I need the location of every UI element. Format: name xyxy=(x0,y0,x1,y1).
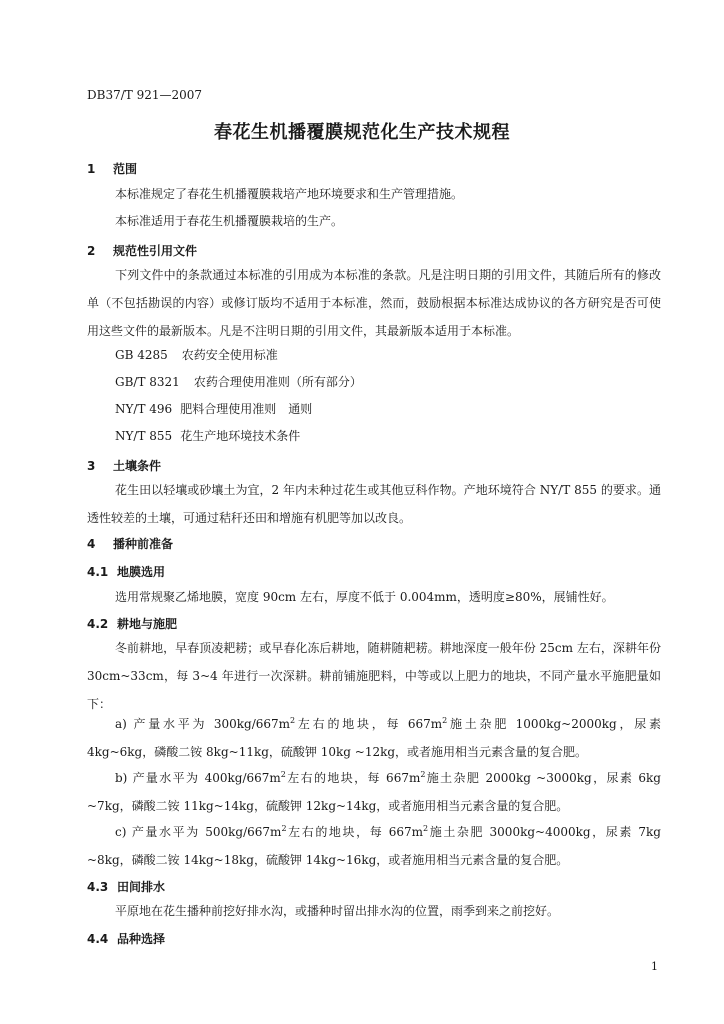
paragraph xyxy=(87,261,661,345)
section-title: 土壤条件 xyxy=(113,459,162,473)
section-title: 地膜选用 xyxy=(117,565,166,579)
paragraph: 平原地在花生播种前挖好排水沟，或播种时留出排水沟的位置，雨季到来之前挖好。 xyxy=(115,904,560,918)
reference-code: NY/T 855 xyxy=(115,429,173,443)
reference-code: GB/T 8321 xyxy=(115,375,180,389)
reference-title: 肥料合理使用准则 通则 xyxy=(180,402,313,416)
reference-title: 农药安全使用标准 xyxy=(181,348,278,362)
list-text: 左右的地块，每 667m xyxy=(295,717,443,731)
subsection-heading-4-2 xyxy=(87,615,177,632)
list-marker: a) xyxy=(115,717,127,731)
reference-item xyxy=(115,373,362,390)
paragraph xyxy=(87,476,661,532)
subsection-heading-4-4 xyxy=(87,930,165,947)
section-heading-1 xyxy=(87,160,137,177)
list-text: 产量水平为 400kg/667m xyxy=(132,771,281,785)
paragraph: 本标准适用于春花生机播覆膜栽培的生产。 xyxy=(115,214,344,228)
list-item-c xyxy=(87,818,661,874)
section-number: 2 xyxy=(87,244,96,258)
superscript: 2 xyxy=(420,770,426,779)
document-code: DB37/T 921—2007 xyxy=(87,88,203,102)
paragraph xyxy=(87,634,661,718)
section-title: 品种选择 xyxy=(117,932,166,946)
reference-item xyxy=(115,400,312,417)
section-number: 1 xyxy=(87,162,96,176)
section-title: 规范性引用文件 xyxy=(113,244,198,258)
list-text: 左右的地块，每 667m xyxy=(285,771,421,785)
list-text: 左右的地块，每 667m xyxy=(286,825,424,839)
subsection-heading-4-3 xyxy=(87,878,165,895)
paragraph: 选用常规聚乙烯地膜，宽度 90cm 左右，厚度不低于 0.004mm，透明度≥80%，展铺性好。 xyxy=(115,590,614,604)
document-title: 春花生机播覆膜规范化生产技术规程 xyxy=(214,122,510,143)
subsection-heading-4-1 xyxy=(87,563,165,580)
superscript: 2 xyxy=(423,824,429,833)
reference-title: 花生产地环境技术条件 xyxy=(180,429,301,443)
paragraph-text: 下列文件中的条款通过本标准的引用成为本标准的条款。凡是注明日期的引用文件，其随后所有的修改单（不包括勘误的内容）或修订版均不适用于本标准，然而，鼓励根据本标准达成协议的各方研究是否可使用这些文件的最新版本。凡是不注明日期的引用文件，其最新版本适用于本标准。 xyxy=(87,268,661,338)
section-title: 耕地与施肥 xyxy=(117,617,178,631)
section-number: 4.3 xyxy=(87,880,109,894)
section-title: 播种前准备 xyxy=(113,537,174,551)
list-item-b xyxy=(87,764,661,820)
section-number: 4 xyxy=(87,537,96,551)
section-number: 3 xyxy=(87,459,96,473)
section-heading-2 xyxy=(87,242,197,259)
section-number: 4.1 xyxy=(87,565,109,579)
list-text: 产量水平为 500kg/667m xyxy=(131,825,282,839)
reference-code: NY/T 496 xyxy=(115,402,173,416)
reference-item xyxy=(115,346,278,363)
page-number: 1 xyxy=(651,960,658,973)
list-item-a xyxy=(87,710,661,766)
list-text: 产量水平为 300kg/667m xyxy=(133,717,291,731)
section-number: 4.2 xyxy=(87,617,109,631)
reference-code: GB 4285 xyxy=(115,348,168,362)
section-heading-3 xyxy=(87,457,161,474)
list-marker: c) xyxy=(115,825,127,839)
reference-title: 农药合理使用准则（所有部分） xyxy=(193,375,362,389)
list-marker: b) xyxy=(115,771,128,785)
paragraph-text: 冬前耕地，早春顶凌耙耢；或早春化冻后耕地，随耕随耙耢。耕地深度一般年份 25cm 左右，深耕年份 30cm~33cm，每 3~4 年进行一次深耕。耕前铺施肥料，中等或以上肥力的地块，不同产量水平施肥量如下： xyxy=(87,641,661,711)
list-text: 施土杂肥 1000kg~2000kg，尿素 4kg~6kg，磷酸二铵 8kg~11kg，硫酸钾 10kg ~12kg，或者施用相当元素含量的复合肥。 xyxy=(87,717,662,759)
paragraph: 本标准规定了春花生机播覆膜栽培产地环境要求和生产管理措施。 xyxy=(115,187,464,201)
superscript: 2 xyxy=(281,824,287,833)
superscript: 2 xyxy=(442,716,448,725)
section-number: 4.4 xyxy=(87,932,109,946)
paragraph-text: 花生田以轻壤或砂壤土为宜，2 年内未种过花生或其他豆科作物。产地环境符合 NY/T 855 的要求。通透性较差的土壤，可通过秸秆还田和增施有机肥等加以改良。 xyxy=(87,483,661,525)
reference-item xyxy=(115,427,300,444)
superscript: 2 xyxy=(290,716,296,725)
section-title: 田间排水 xyxy=(117,880,166,894)
section-title: 范围 xyxy=(113,162,138,176)
list-text: 施土杂肥 2000kg ~3000kg，尿素 6kg ~7kg，磷酸二铵 11kg~14kg，硫酸钾 12kg~14kg，或者施用相当元素含量的复合肥。 xyxy=(87,771,661,813)
superscript: 2 xyxy=(280,770,286,779)
list-text: 施土杂肥 3000kg~4000kg，尿素 7kg ~8kg，磷酸二铵 14kg~18kg，硫酸钾 14kg~16kg，或者施用相当元素含量的复合肥。 xyxy=(87,825,661,867)
section-heading-4 xyxy=(87,535,173,552)
